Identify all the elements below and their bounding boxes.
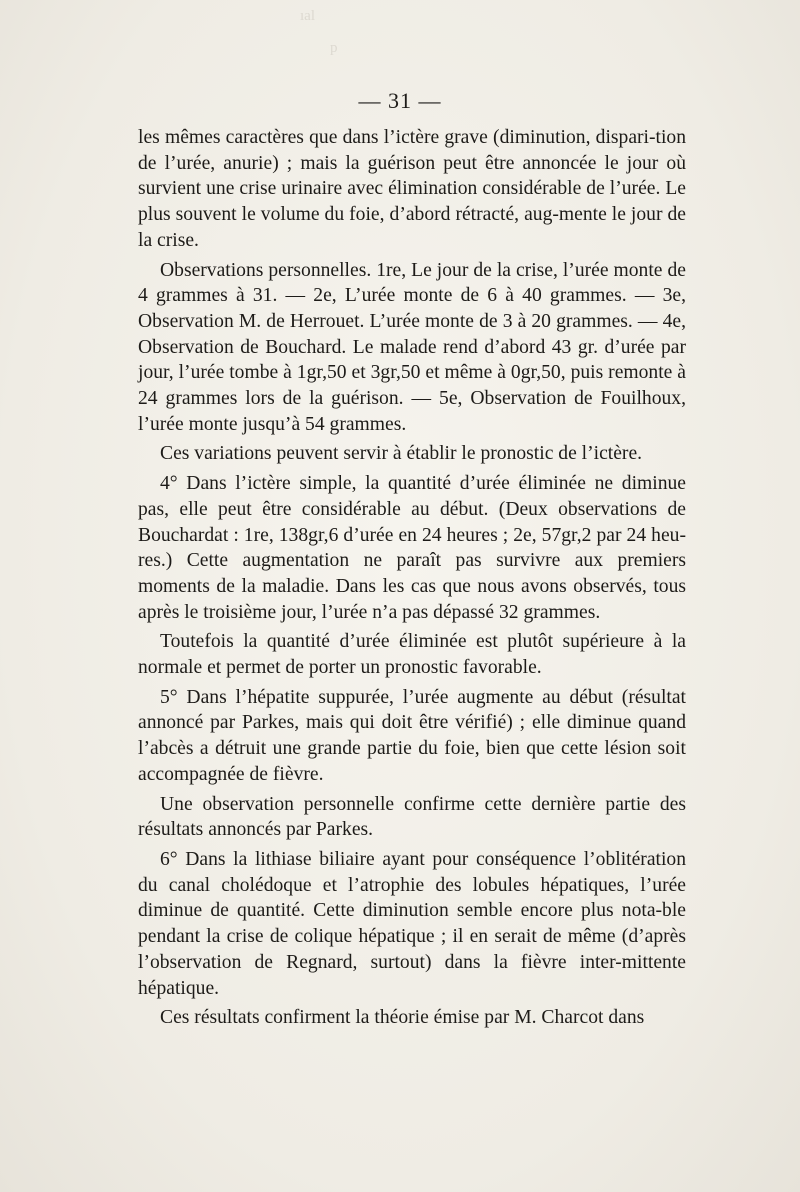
paragraph-4-ictere-simple: 4° Dans l’ictère simple, la quantité d’urée éliminée ne diminue pas, elle peut être considérable au début. (Deux observations de Bouchardat : 1re, 138gr,6 d’urée en 24 heures ; 2e, 57gr,2 par 24 heu-res.) Cette augmentation ne paraît pas survivre aux premiers moments de la maladie. Dans les cas que nous avons observés, tous après le troisième jour, l’urée n’a pas dépassé 32 grammes.	[138, 473, 686, 623]
paragraph-7: Une observation personnelle confirme cette dernière partie des résultats annoncés par Parkes.	[138, 793, 686, 841]
page-number: — 31 —	[358, 88, 442, 113]
paragraph-5: Toutefois la quantité d’urée éliminée est plutôt supérieure à la normale et permet de porter un pronostic favorable.	[138, 631, 686, 679]
paragraph-1: les mêmes caractères que dans l’ictère grave (diminution, dispari-tion de l’urée, anurie) ; mais la guérison peut être annoncée le jour où survient une crise urinaire avec élimination considérable de l’urée. Le plus souvent le volume du foie, d’abord rétracté, aug-mente le jour de la crise.	[138, 127, 686, 251]
bleed-through-mark: p	[330, 40, 338, 56]
paragraph-3: Ces variations peuvent servir à établir le pronostic de l’ictère.	[160, 443, 643, 465]
paragraph-8-lithiase-biliaire: 6° Dans la lithiase biliaire ayant pour conséquence l’oblitération du canal cholédoque et l’atrophie des lobules hépatiques, l’urée diminue de quantité. Cette diminution semble encore plus nota-ble pendant la crise de colique hépatique ; il en serait de même (d’après l’observation de Regnard, surtout) dans la fièvre inter-mittente hépatique.	[138, 848, 686, 999]
paragraph-2: Observations personnelles. 1re, Le jour de la crise, l’urée monte de 4 grammes à 31. — 2e, L’urée monte de 6 à 40 grammes. — 3e, Observation M. de Herrouet. L’urée monte de 3 à 20 grammes. — 4e, Observation de Bouchard. Le malade rend d’abord 43 gr. d’urée par jour, l’urée tombe à 1gr,50 et 3gr,50 et même à 0gr,50, puis remonte à 24 grammes lors de la guérison. — 5e, Observation de Fouilhoux, l’urée monte jusqu’à 54 grammes.	[138, 259, 686, 435]
bleed-through-mark: ıal	[300, 8, 315, 24]
paragraph-9: Ces résultats confirment la théorie émise par M. Charcot dans	[160, 1007, 645, 1029]
body-text	[138, 125, 686, 1031]
paragraph-6-hepatite-suppuree: 5° Dans l’hépatite suppurée, l’urée augmente au début (résultat annoncé par Parkes, mais qui doit être vérifié) ; elle diminue quand l’abcès a détruit une grande partie du foie, bien que cette lésion soit accompagnée de fièvre.	[138, 686, 686, 785]
